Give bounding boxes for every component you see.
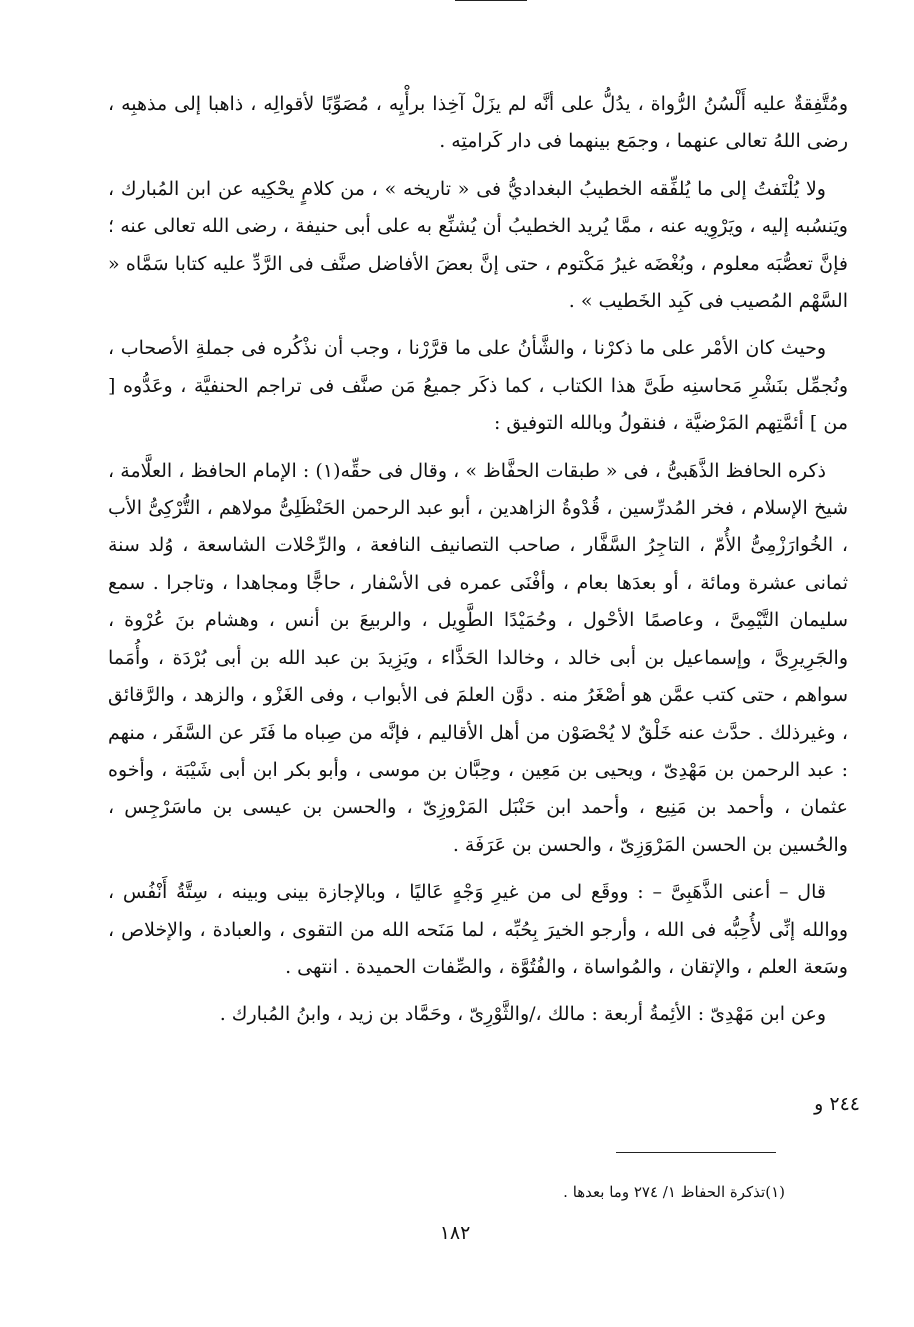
footnote-separator [616,1152,776,1153]
paragraph-1: ومُتَّفِقةٌ عليه أَلْسُنُ الرُّواة ، يدُلُّ على أنَّه لم يزَلْ آخِذا برأْيِه ، مُصَوِّبًا لأقوالِه ، ذاهبا إلى مذهبِه ، رضى اللهُ تعالى عنهما ، وجمَع بينهما فى دار كَرامتِه . [108,93,848,153]
paragraph-3: وحيث كان الأمْر على ما ذكرْنا ، والشَّأنُ على ما قرَّرْنا ، وجب أن نذْكُره فى جملةِ الأصحاب ، ونُجمِّل بنَشْرِ مَحاسنِه طَىَّ هذا الكتاب ، كما ذكَر جميعُ مَن صنَّف فى تراجم الحنفيَّة ، وعَدُّوه [ من ] أئمَّتِهم المَرْضيَّة ، فنقولُ وبالله التوفيق : [108,337,848,435]
page-number: ١٨٢ [439,1222,471,1244]
paragraph-5: قال – أعنى الذَّهَبِىَّ – : ووقَع لى من غيرِ وَجْهٍ عَاليًا ، وبالإجازة بينى وبينه ، سِتَّةُ أَنْفُس ، ووالله إنِّى لأُحِبُّه فى الله ، وأرجو الخيرَ بِحُبِّه ، لما مَنَحه الله من التقوى ، والعبادة ، والإخلاص ، وسَعة العلم ، والإتقان ، والمُواساة ، والفُتُوَّة ، والصِّفات الحميدة . انتهى . [108,881,848,978]
footnote: (١)تذكرة الحفاظ ١/ ٢٧٤ وما بعدها . [563,1183,785,1201]
folio-margin-note: ٢٤٤ و [814,1093,860,1115]
paragraph-2: ولا يُلْتَفتُ إلى ما يُلفِّقه الخطيبُ البغداديُّ فى « تاريخه » ، من كلامٍ يحْكِيه عن ابن المُبارك ، ويَنسُبه إليه ، ويَرْوِيه عنه ، ممَّا يُريد الخطيبُ أن يُشنِّع به على أبى حنيفة ، رضى الله تعالى عنه ؛ فإنَّ تعصُّبَه معلوم ، وبُغْضَه غيرُ مَكْتوم ، حتى إنَّ بعضَ الأفاضل صنَّف فى الرَّدِّ عليه كتابا سَمَّاه « السَّهْم المُصيب فى كَبِد الخَطيب » . [108,177,848,313]
header-rule [455,0,527,1]
main-text-block [108,86,848,1044]
paragraph-4: ذكره الحافظ الذَّهَبىُّ ، فى « طبقات الحفَّاظ » ، وقال فى حقِّه(١) : الإمام الحافظ ، العلَّامة ، شيخ الإسلام ، فخر المُدرِّسين ، قُدْوةُ الزاهدين ، أبو عبد الرحمن الحَنْظَلِىُّ مولاهم ، التُّرْكِىُّ الأب ، الخُوارَزْمِىُّ الأُمّ ، التاجِرُ السَّفَّار ، صاحب التصانيف النافعة ، والرِّحْلات الشاسعة ، وُلد سنة ثمانى عشرة ومائة ، أو بعدَها بعام ، وأفْنَى عمره فى الأسْفار ، حاجًّا ومجاهدا ، وتاجرا . سمع سليمان التَّيْمِىَّ ، وعاصمًا الأحْول ، وحُمَيْدًا الطَّوِيل ، والربيعَ بن أنس ، وهشام بنَ عُرْوة ، والجَرِيرِىَّ ، وإسماعيل بن أبى خالد ، وخالدا الحَذَّاء ، ويَزِيدَ بن عبد الله بن أبى بُرْدَة ، وأُمَما سواهم ، حتى كتب عمَّن هو أصْغَرُ منه . دوَّن العلمَ فى الأبواب ، وفى الغَزْو ، والزهد ، والرَّقائق ، وغيرذلك . حدَّث عنه خَلْقٌ لا يُحْصَوْن من أهل الأقاليم ، فإنَّه من صِباه ما فَتَر عن السَّفَر ، منهم : عبد الرحمن بن مَهْدِىّ ، ويحيى بن مَعِين ، وحِبَّان بن موسى ، وأبو بكر ابن أبى شَيْبَة ، وأخوه عثمان ، وأحمد بن مَنِيع ، وأحمد ابن حَنْبَل المَرْوزِىّ ، والحسن بن عيسى بن ماسَرْجِس ، والحُسين بن الحسن المَرْوَزِىّ ، والحسن بن عَرَفَة . [108,459,848,856]
paragraph-6: وعن ابن مَهْدِىّ : الأئِمةُ أربعة : مالك ،/والثَّوْرِىّ ، وحَمَّاد بن زيد ، وابنُ المُبارك . [219,1003,826,1026]
